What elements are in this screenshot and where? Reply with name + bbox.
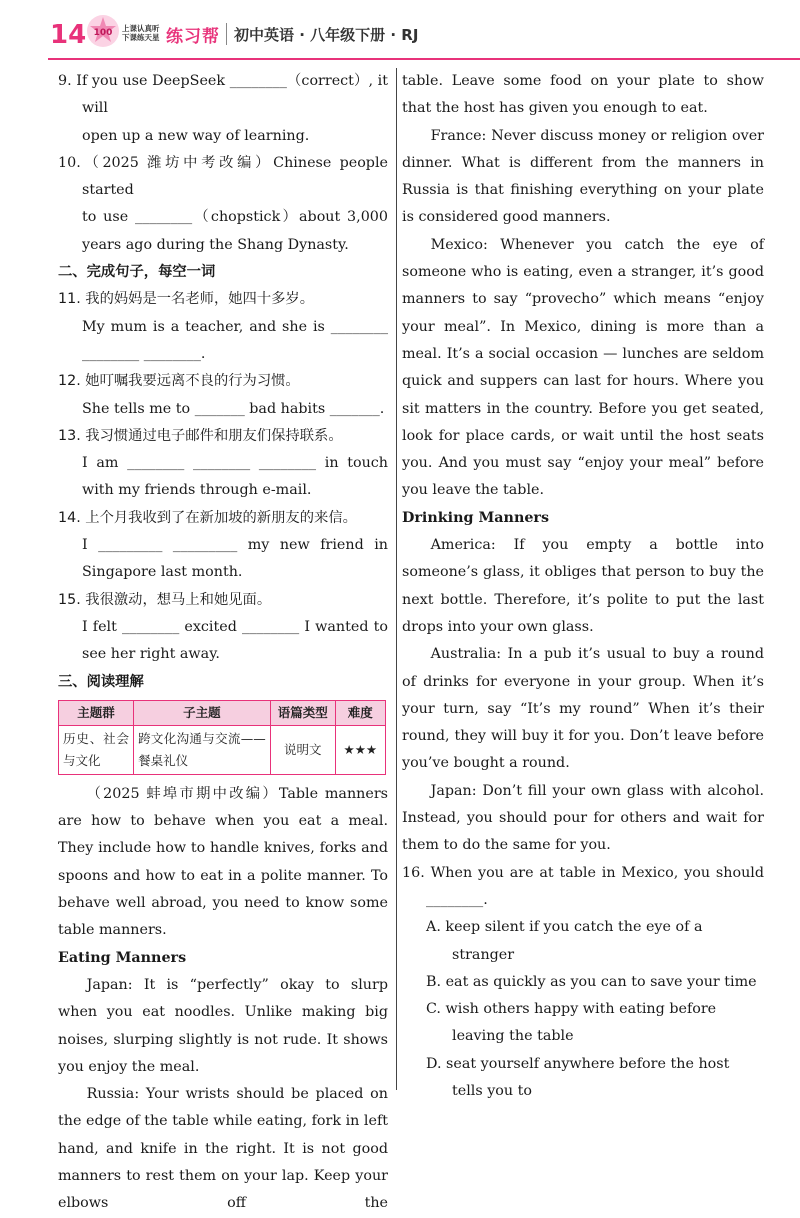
question-14-line1: I _________ _________ my new friend in [82, 537, 388, 554]
passage-info-table [58, 700, 386, 775]
table-cell-text-type: 说明文 [270, 725, 335, 774]
question-11-chinese: 11. 我的妈妈是一名老师，她四十多岁。 [58, 291, 315, 308]
question-9-line1: 9. If you use DeepSeek ________（correct）, it will [58, 73, 388, 117]
question-13-line1: I am ________ ________ ________ in touch [82, 455, 388, 472]
section-3-title: 三、阅读理解 [58, 673, 144, 690]
russia-paragraph-part1: Russia: Your wrists should be placed on the edge of the table while eating, fork in left hand, and knife in the right. It is not good manners to rest them on your lap. Keep your elbows off the [58, 1086, 388, 1212]
question-15-line1: I felt ________ excited ________ I wanted to [82, 618, 388, 635]
left-column [58, 68, 388, 1218]
brand-logo-icon [86, 14, 120, 48]
option-b[interactable]: B. eat as quickly as you can to save your time [426, 973, 757, 990]
question-16-blank: ________. [426, 891, 488, 908]
question-15-chinese: 15. 我很激动，想马上和她见面。 [58, 591, 272, 608]
question-14-line2: Singapore last month. [82, 564, 243, 581]
table-header-difficulty: 难度 [335, 700, 385, 725]
question-13-line2: with my friends through e-mail. [82, 482, 312, 499]
russia-paragraph-part2: table. Leave some food on your plate to show that the host has given you enough to eat. [402, 73, 764, 117]
column-divider [396, 68, 397, 1090]
table-cell-subtheme: 跨文化沟通与交流——餐桌礼仪 [134, 725, 271, 774]
america-paragraph: America: If you empty a bottle into someone’s glass, it obliges that person to buy the next bottle. Therefore, it’s polite to put the last drops into your own glass. [402, 537, 764, 635]
table-header-subtheme: 子主题 [134, 700, 271, 725]
question-10-line2: to use ________（chopstick）about 3,000 [82, 209, 388, 226]
question-10-line3: years ago during the Shang Dynasty. [82, 236, 349, 253]
table-cell-difficulty: ★★★ [335, 725, 385, 774]
section-2-title: 二、完成句子，每空一词 [58, 264, 216, 281]
question-16-stem: 16. When you are at table in Mexico, you should [402, 864, 764, 881]
australia-paragraph: Australia: In a pub it’s usual to buy a round of drinks for everyone in your group. When it’s your turn, say “It’s my round” When it’s their round, they will buy it for you. Don’t leave before you’ve bought a round. [402, 646, 764, 772]
question-15-line2: see her right away. [82, 646, 220, 663]
question-11-line1: My mum is a teacher, and she is ________ [82, 318, 388, 335]
mexico-paragraph: Mexico: Whenever you catch the eye of someone who is eating, even a stranger, it’s good manners to say “provecho” which means “enjoy your meal”. In Mexico, dining is more than a meal. It’s a social occasion — lunches are seldom quick and suppers can last for hours. Where you sit matters in the country. Before you get seated, look for place cards, or wait until the host seats you. And you must say “enjoy your meal” before you leave the table. [402, 236, 764, 499]
tagline-line-1: 上课认真听 [122, 24, 160, 33]
table-cell-theme-group: 历史、社会与文化 [59, 725, 134, 774]
france-paragraph: France: Never discuss money or religion over dinner. What is different from the manners in Russia is that finishing everything on your plate is considered good manners. [402, 127, 764, 226]
question-13-chinese: 13. 我习惯通过电子邮件和朋友们保持联系。 [58, 427, 343, 444]
option-a[interactable]: A. keep silent if you catch the eye of a stranger [426, 919, 703, 963]
book-title: 初中英语 · 八年级下册 · RJ [234, 26, 419, 44]
table-header-text-type: 语篇类型 [270, 700, 335, 725]
question-12-line1: She tells me to _______ bad habits _______. [82, 400, 385, 417]
japan-eating-paragraph: Japan: It is “perfectly” okay to slurp when you eat noodles. Unlike making big noises, slurping slightly is not rude. It shows you enjoy the meal. [58, 976, 388, 1075]
drinking-manners-heading: Drinking Manners [402, 509, 550, 526]
question-14-chinese: 14. 上个月我收到了在新加坡的新朋友的来信。 [58, 509, 357, 526]
right-column [402, 68, 764, 1105]
question-12-chinese: 12. 她叮嘱我要远离不良的行为习惯。 [58, 373, 300, 390]
page-number: 14 [50, 20, 87, 50]
question-11-line2: ________ ________. [82, 345, 206, 362]
brand-name: 练习帮 [166, 27, 220, 47]
header-separator [226, 23, 227, 45]
japan-drinking-paragraph: Japan: Don’t fill your own glass with alcohol. Instead, you should pour for others and wait for them to do the same for you. [402, 782, 764, 854]
question-10-line1: 10.（2025 潍坊中考改编）Chinese people started [58, 154, 388, 199]
tagline-line-2: 下课练天星 [122, 33, 160, 42]
header-rule [48, 58, 800, 60]
table-header-theme-group: 主题群 [59, 700, 134, 725]
svg-text:100: 100 [93, 28, 113, 38]
option-c[interactable]: C. wish others happy with eating before leaving the table [426, 1001, 717, 1045]
question-16-options [402, 914, 764, 1105]
passage-intro: （2025 蚌埠市期中改编）Table manners are how to behave when you eat a meal. They include how to handle knives, forks and spoons and how to eat in a polite manner. To behave well abroad, you need to know some table manners. [58, 785, 388, 939]
brand-tagline [122, 24, 166, 42]
option-d[interactable]: D. seat yourself anywhere before the host tells you to [426, 1055, 730, 1099]
page-header [0, 0, 800, 62]
question-9-line2: open up a new way of learning. [82, 127, 310, 144]
eating-manners-heading: Eating Manners [58, 949, 187, 966]
